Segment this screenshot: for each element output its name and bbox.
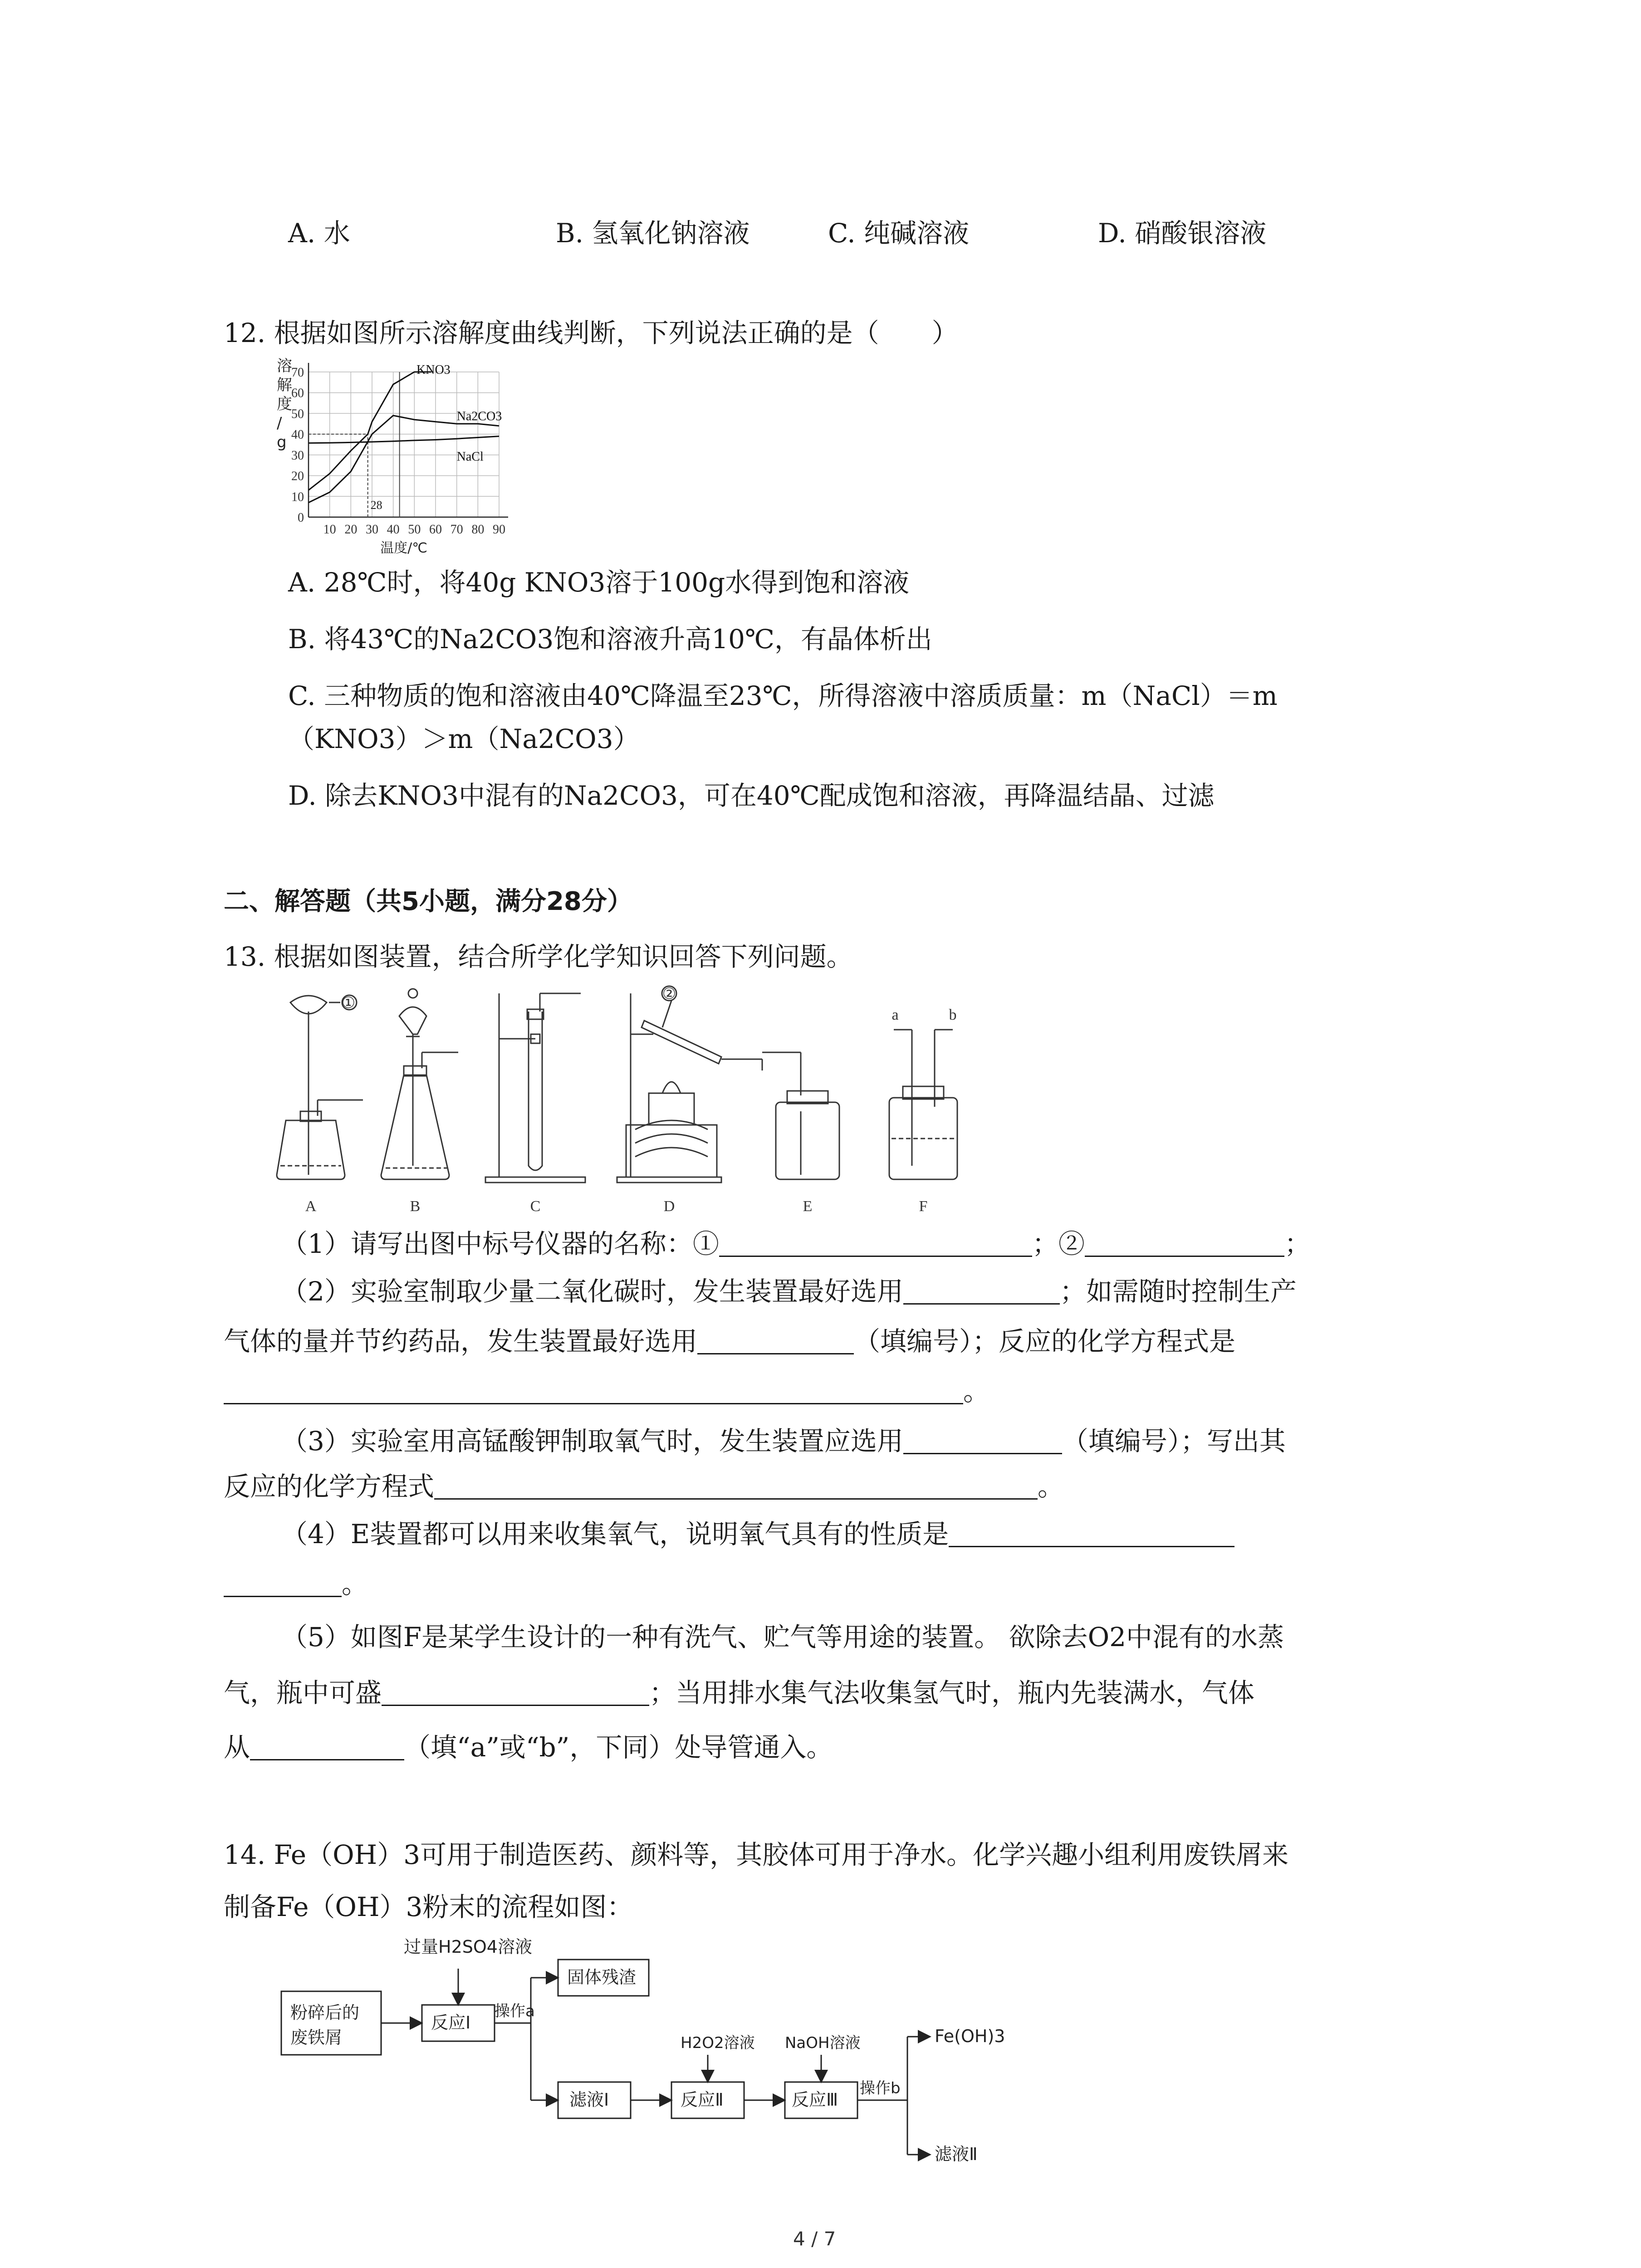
q13-part3-text: （3）实验室用高锰酸钾制取氧气时，发生装置应选用 <box>281 1426 903 1457</box>
q13-part2-text: ；如需随时控制生产 <box>1059 1276 1297 1307</box>
q13-part4-line1 <box>281 1520 1234 1547</box>
q13-part1-end: ； <box>1284 1228 1311 1259</box>
filtrate-1-label: 滤液Ⅰ <box>569 2090 609 2110</box>
x-tick-label: 60 <box>429 523 442 537</box>
q13-part3-text: 。 <box>1038 1471 1064 1502</box>
reagent-h2so4: 过量H2SO4溶液 <box>404 1937 532 1957</box>
tube-b-label: b <box>949 1007 957 1023</box>
y-tick-label: 60 <box>291 386 304 401</box>
annotation-28: 28 <box>370 499 382 512</box>
marker-1: ① <box>341 995 356 1012</box>
x-tick-label: 90 <box>493 523 505 537</box>
x-tick-label: 80 <box>471 523 485 537</box>
q13-part4-text: （4）E装置都可以用来收集氧气，说明氧气具有的性质是 <box>281 1519 949 1549</box>
q13-part4-line2 <box>224 1569 368 1597</box>
answer-blank-9[interactable] <box>224 1569 342 1597</box>
y-axis-label-char: 解 <box>277 376 292 394</box>
q13-part3-text: （填编号）；写出其 <box>1062 1426 1286 1457</box>
y-tick-label: 30 <box>291 448 304 463</box>
answer-blank-10[interactable] <box>382 1678 649 1706</box>
q12-option-c-line2: （KNO3）＞m（Na2CO3） <box>288 723 640 754</box>
x-tick-label: 10 <box>323 523 336 537</box>
q11-option-a: A. 水 <box>288 218 350 249</box>
answer-blank-5[interactable] <box>224 1377 963 1404</box>
apparatus-label-e: E <box>803 1198 813 1215</box>
y-tick-label: 70 <box>291 366 304 380</box>
x-tick-label: 70 <box>450 523 463 537</box>
series-line-kno3 <box>309 372 431 490</box>
apparatus-label-f: F <box>919 1198 928 1215</box>
q13-part3-line1 <box>281 1426 1286 1457</box>
tube-a-label: a <box>892 1007 899 1023</box>
q12-option-d: D. 除去KNO3中混有的Na2CO3，可在40℃配成饱和溶液，再降温结晶、过滤 <box>288 780 1215 811</box>
series-label-kno3: KNO3 <box>416 363 451 377</box>
y-axis-label-char: 度 <box>277 395 292 413</box>
start-line1: 粉碎后的 <box>290 2003 360 2023</box>
y-tick-label: 50 <box>291 407 304 421</box>
q14-line2: 制备Fe（OH）3粉末的流程如图： <box>224 1892 633 1922</box>
operation-a-label: 操作a <box>495 2002 535 2020</box>
answer-blank-7[interactable] <box>434 1472 1038 1500</box>
q13-part3-line2 <box>224 1472 1064 1500</box>
answer-blank-6[interactable] <box>903 1427 1062 1454</box>
x-tick-label: 20 <box>344 523 358 537</box>
q13-part5-line2 <box>224 1678 1254 1706</box>
q13-part5-line1: （5）如图F是某学生设计的一种有洗气、贮气等用途的装置。 欲除去O2中混有的水蒸 <box>281 1622 1284 1652</box>
operation-b-label: 操作b <box>860 2079 901 2097</box>
x-tick-label: 40 <box>387 523 400 537</box>
y-tick-label: 40 <box>291 428 304 442</box>
q14-line1: 14. Fe（OH）3可用于制造医药、颜料等，其胶体可用于净水。化学兴趣小组利用废铁屑来 <box>224 1839 1289 1870</box>
q13-part5-text: （填“a”或“b”，下同）处导管通入。 <box>404 1732 833 1763</box>
y-axis-label-char: g <box>277 433 287 451</box>
q13-part2-line2 <box>224 1326 1236 1357</box>
q12-option-c-line1: C. 三种物质的饱和溶液由40℃降温至23℃，所得溶液中溶质质量：m（NaCl）＝m <box>288 680 1278 711</box>
q12-option-a: A. 28℃时，将40g KNO3溶于100g水得到饱和溶液 <box>288 567 910 598</box>
apparatus-label-a: A <box>305 1198 317 1215</box>
answer-blank-2[interactable] <box>1085 1229 1284 1257</box>
answer-blank-4[interactable] <box>697 1327 854 1354</box>
apparatus-figure <box>272 984 998 1220</box>
q13-part2-line3 <box>224 1376 990 1407</box>
apparatus-c <box>485 993 585 1183</box>
product-label: Fe(OH)3 <box>935 2026 1005 2046</box>
apparatus-d <box>617 986 762 1183</box>
q11-option-b: B. 氢氧化钠溶液 <box>556 218 750 249</box>
answer-blank-3[interactable] <box>903 1277 1060 1305</box>
q11-option-d: D. 硝酸银溶液 <box>1098 218 1267 249</box>
y-axis-label-char: / <box>277 414 282 432</box>
page-number: 4 / 7 <box>793 2228 836 2250</box>
series-label-nacl: NaCl <box>456 450 484 464</box>
x-tick-label: 30 <box>366 523 378 537</box>
answer-blank-1[interactable] <box>719 1229 1032 1257</box>
x-axis-label: 温度/℃ <box>380 540 427 556</box>
q13-part3-text: 反应的化学方程式 <box>224 1471 435 1502</box>
q13-part1-pre: （1）请写出图中标号仪器的名称：① <box>281 1228 719 1259</box>
q13-stem: 13. 根据如图装置，结合所学化学知识回答下列问题。 <box>224 941 853 972</box>
q12-stem: 12. 根据如图所示溶解度曲线判断，下列说法正确的是（ ） <box>224 318 958 348</box>
marker-2: ② <box>662 986 676 1002</box>
x-tick-label: 50 <box>408 523 421 537</box>
y-tick-label: 0 <box>298 511 304 525</box>
reagent-h2o2: H2O2溶液 <box>681 2034 755 2052</box>
y-axis-label-char: 溶 <box>277 357 292 375</box>
reaction-3-label: 反应Ⅲ <box>792 2090 838 2110</box>
q13-part1-mid: ；② <box>1032 1228 1085 1259</box>
q13-part1 <box>281 1229 1311 1257</box>
filtrate-2-label: 滤液Ⅱ <box>935 2144 978 2164</box>
answer-blank-8[interactable] <box>949 1520 1234 1547</box>
q13-part2-line1 <box>281 1277 1297 1305</box>
y-tick-label: 10 <box>291 490 304 504</box>
apparatus-f <box>889 1030 957 1179</box>
apparatus-e <box>762 1052 839 1179</box>
process-flowchart <box>272 1928 1089 2164</box>
reaction-1-label: 反应Ⅰ <box>431 2013 471 2033</box>
reaction-2-label: 反应Ⅱ <box>681 2090 724 2110</box>
q13-part4-text: 。 <box>342 1569 368 1599</box>
apparatus-a <box>277 995 363 1179</box>
y-tick-label: 20 <box>291 469 304 484</box>
series-label-na2co3: Na2CO3 <box>456 409 502 424</box>
residue-label: 固体残渣 <box>567 1967 637 1987</box>
q13-part5-text: 从 <box>224 1732 250 1763</box>
reagent-naoh: NaOH溶液 <box>785 2034 861 2052</box>
q11-option-c: C. 纯碱溶液 <box>828 218 970 249</box>
q13-part2-text: 气体的量并节约药品，发生装置最好选用 <box>224 1326 698 1357</box>
apparatus-label-b: B <box>410 1198 421 1215</box>
q12-option-b: B. 将43℃的Na2CO3饱和溶液升高10℃，有晶体析出 <box>288 624 932 655</box>
apparatus-b <box>381 989 458 1179</box>
series-line-nacl <box>309 436 499 443</box>
q13-part5-line3 <box>224 1732 833 1763</box>
section-heading: 二、解答题（共5小题，满分28分） <box>224 887 632 916</box>
q13-part2-text: （2）实验室制取少量二氧化碳时，发生装置最好选用 <box>281 1276 903 1307</box>
q13-part5-text: 气，瓶中可盛 <box>224 1677 382 1708</box>
q13-part2-text: （填编号）；反应的化学方程式是 <box>854 1326 1236 1357</box>
q13-part5-text: ；当用排水集气法收集氢气时，瓶内先装满水，气体 <box>649 1677 1255 1708</box>
answer-blank-11[interactable] <box>250 1733 404 1760</box>
apparatus-label-c: C <box>530 1198 541 1215</box>
q13-part2-text: 。 <box>963 1376 990 1407</box>
start-line2: 废铁屑 <box>290 2028 343 2048</box>
solubility-chart <box>272 358 572 558</box>
apparatus-label-d: D <box>663 1198 675 1215</box>
